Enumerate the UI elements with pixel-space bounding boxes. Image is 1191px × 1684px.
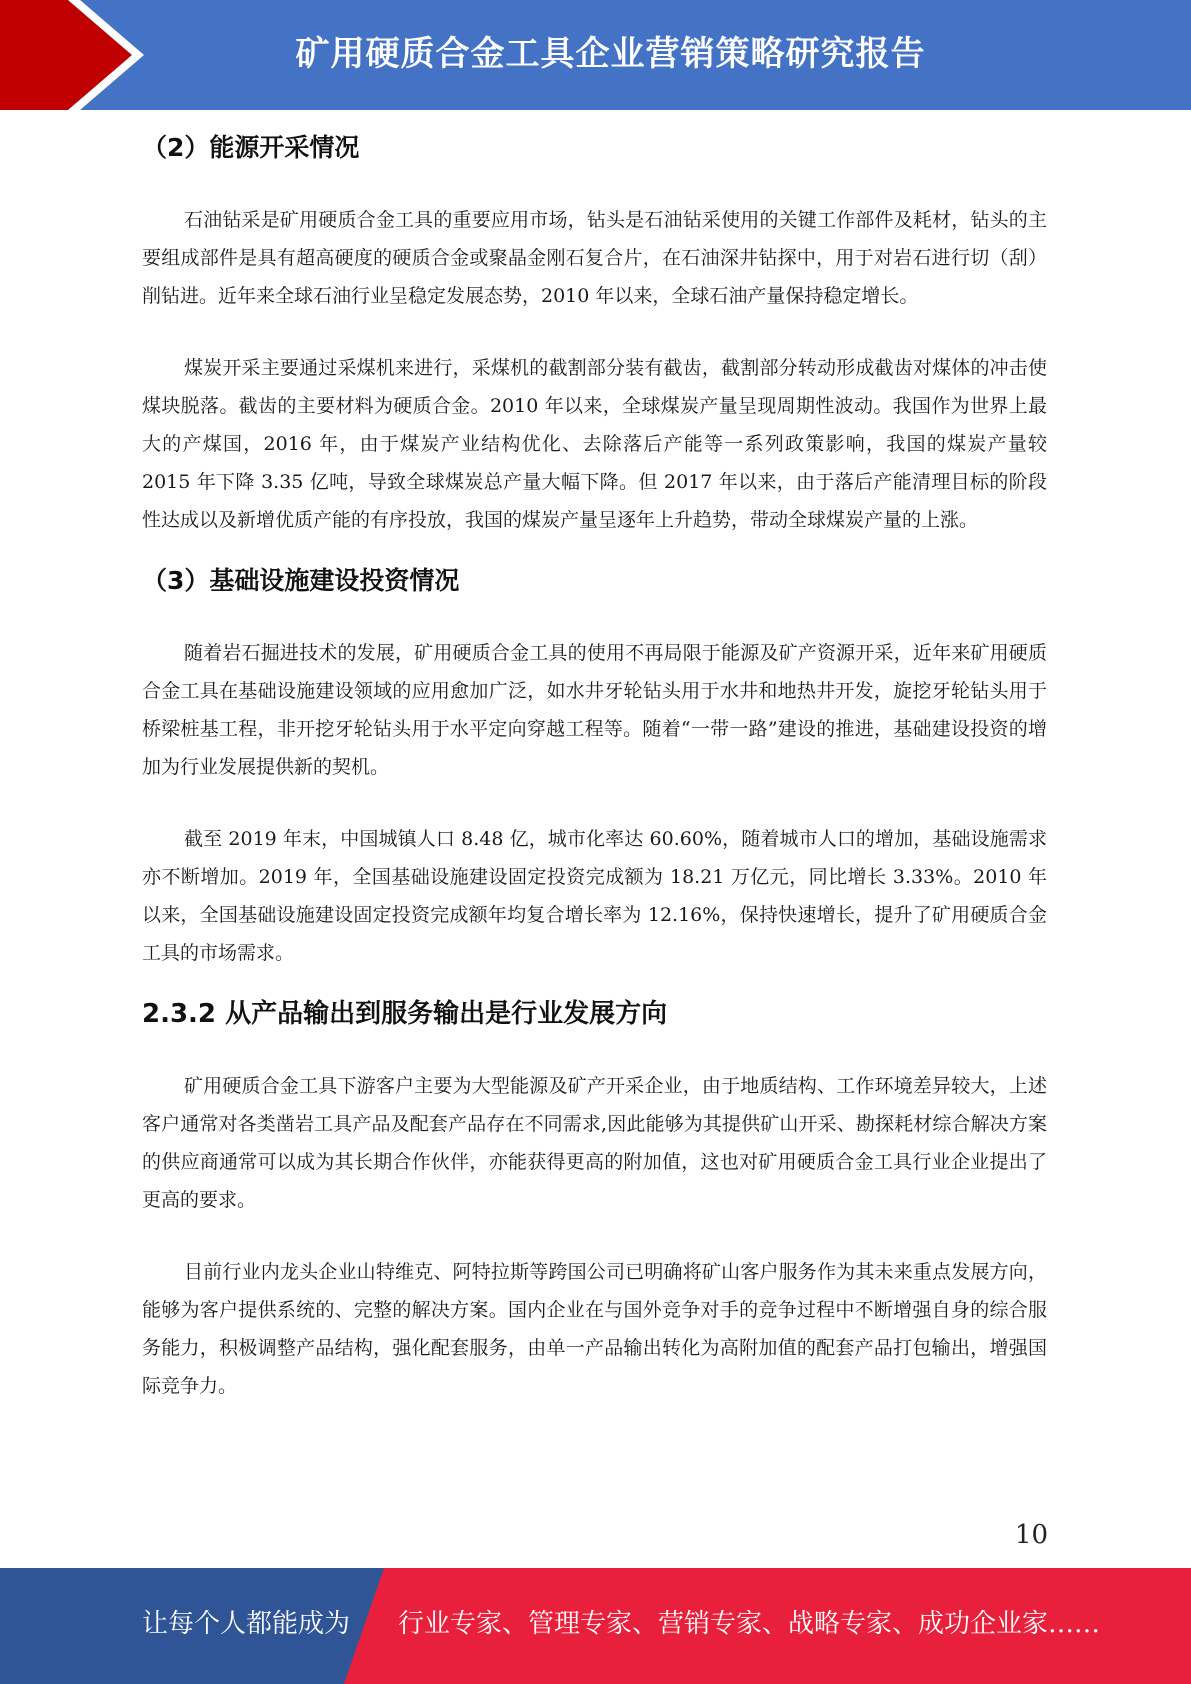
- chevron-arrow-icon: [0, 0, 160, 110]
- section-heading-service: 2.3.2 从产品输出到服务输出是行业发展方向: [142, 999, 668, 1029]
- paragraph: 石油钻采是矿用硬质合金工具的重要应用市场，钻头是石油钻采使用的关键工作部件及耗材，钻头的主要组成部件是具有超高硬度的硬质合金或聚晶金刚石复合片，在石油深井钻探中，用于对岩石进行切（刮）削钻进。近年来全球石油行业呈稳定发展态势，2010 年以来，全球石油产量保持稳定增长。: [142, 209, 1047, 307]
- header-banner: [0, 0, 1191, 110]
- paragraph: 目前行业内龙头企业山特维克、阿特拉斯等跨国公司已明确将矿山客户服务作为其未来重点发展方向，能够为客户提供系统的、完整的解决方案。国内企业在与国外竞争对手的竞争过程中不断增强自身的综合服务能力，积极调整产品结构，强化配套服务，由单一产品输出转化为高附加值的配套产品打包输出，增强国际竞争力。: [142, 1261, 1047, 1397]
- footer-slogan-left: 让每个人都能成为: [142, 1609, 351, 1639]
- paragraph: 矿用硬质合金工具下游客户主要为大型能源及矿产开采企业，由于地质结构、工作环境差异较大，上述客户通常对各类凿岩工具产品及配套产品存在不同需求,因此能够为其提供矿山开采、勘探耗材综合解决方案的供应商通常可以成为其长期合作伙伴，亦能获得更高的附加值，这也对矿用硬质合金工具行业企业提出了更高的要求。: [142, 1075, 1047, 1211]
- paragraph: 随着岩石掘进技术的发展，矿用硬质合金工具的使用不再局限于能源及矿产资源开采，近年来矿用硬质合金工具在基础设施建设领域的应用愈加广泛，如水井牙轮钻头用于水井和地热井开发，旋挖牙轮钻头用于桥梁桩基工程，非开挖牙轮钻头用于水平定向穿越工程等。随着“一带一路”建设的推进，基础建设投资的增加为行业发展提供新的契机。: [142, 642, 1047, 778]
- footer-banner: [0, 1568, 1191, 1684]
- main-content: [142, 128, 1047, 1405]
- report-title: 矿用硬质合金工具企业营销策略研究报告: [295, 34, 926, 74]
- section-heading-energy: （2）能源开采情况: [142, 133, 360, 162]
- page-number: 10: [1014, 1520, 1048, 1550]
- paragraph: 煤炭开采主要通过采煤机来进行，采煤机的截割部分装有截齿，截割部分转动形成截齿对煤体的冲击使煤块脱落。截齿的主要材料为硬质合金。2010 年以来，全球煤炭产量呈现周期性波动。我国作为世界上最大的产煤国，2016 年，由于煤炭产业结构优化、去除落后产能等一系列政策影响，我国的煤炭产量较 2015 年下降 3.35 亿吨，导致全球煤炭总产量大幅下降。但 2017 年以来，由于落后产能清理目标的阶段性达成以及新增优质产能的有序投放，我国的煤炭产量呈逐年上升趋势，带动全球煤炭产量的上涨。: [142, 357, 1047, 531]
- footer-slogan-right: 行业专家、管理专家、营销专家、战略专家、成功企业家……: [398, 1609, 1101, 1639]
- paragraph: 截至 2019 年末，中国城镇人口 8.48 亿，城市化率达 60.60%，随着城市人口的增加，基础设施需求亦不断增加。2019 年，全国基础设施建设固定投资完成额为 18.21 万亿元，同比增长 3.33%。2010 年以来，全国基础设施建设固定投资完成额年均复合增长率为 12.16%，保持快速增长，提升了矿用硬质合金工具的市场需求。: [142, 828, 1047, 964]
- section-heading-infrastructure: （3）基础设施建设投资情况: [142, 566, 460, 595]
